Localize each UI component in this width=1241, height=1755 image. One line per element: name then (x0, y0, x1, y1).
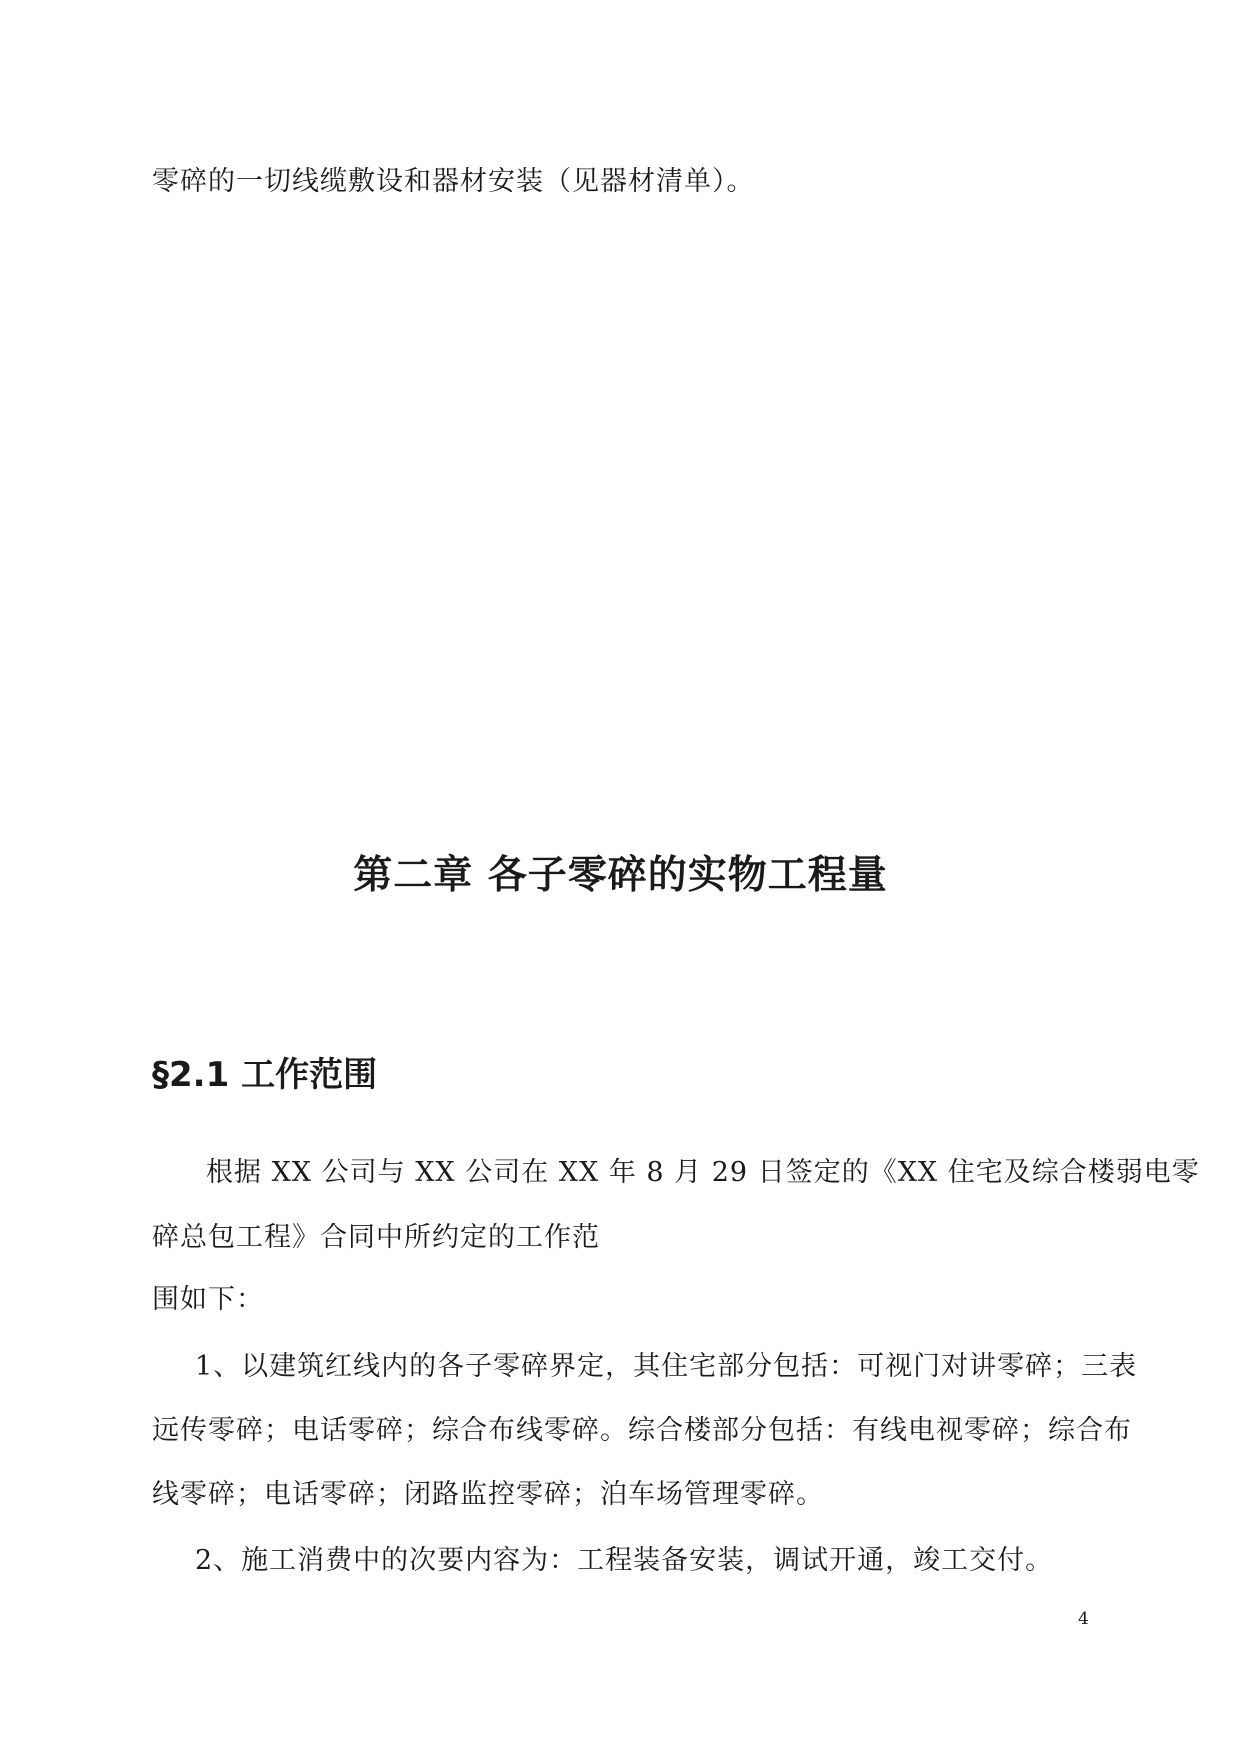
paragraph-line-2: 碎总包工程》合同中所约定的工作范 (152, 1222, 600, 1253)
section-title: §2.1 工作范围 (152, 1055, 378, 1095)
paragraph-line-6: 线零碎；电话零碎；闭路监控零碎；泊车场管理零碎。 (152, 1479, 824, 1510)
paragraph-line-7: 2、施工消费中的次要内容为：工程装备安装，调试开通，竣工交付。 (195, 1545, 1054, 1576)
page-number: 4 (1078, 1609, 1089, 1629)
paragraph-line-3: 围如下： (152, 1284, 264, 1315)
paragraph-line-4: 1、以建筑红线内的各子零碎界定，其住宅部分包括：可视门对讲零碎；三表 (195, 1351, 1138, 1382)
chapter-title: 第二章 各子零碎的实物工程量 (353, 853, 888, 898)
paragraph-line-5: 远传零碎；电话零碎；综合布线零碎。综合楼部分包括：有线电视零碎；综合布 (152, 1415, 1132, 1446)
paragraph-line-1: 根据 XX 公司与 XX 公司在 XX 年 8 月 29 日签定的《XX 住宅及综合楼弱电零 (206, 1157, 1200, 1188)
opening-line: 零碎的一切线缆敷设和器材安装（见器材清单）。 (152, 166, 755, 197)
